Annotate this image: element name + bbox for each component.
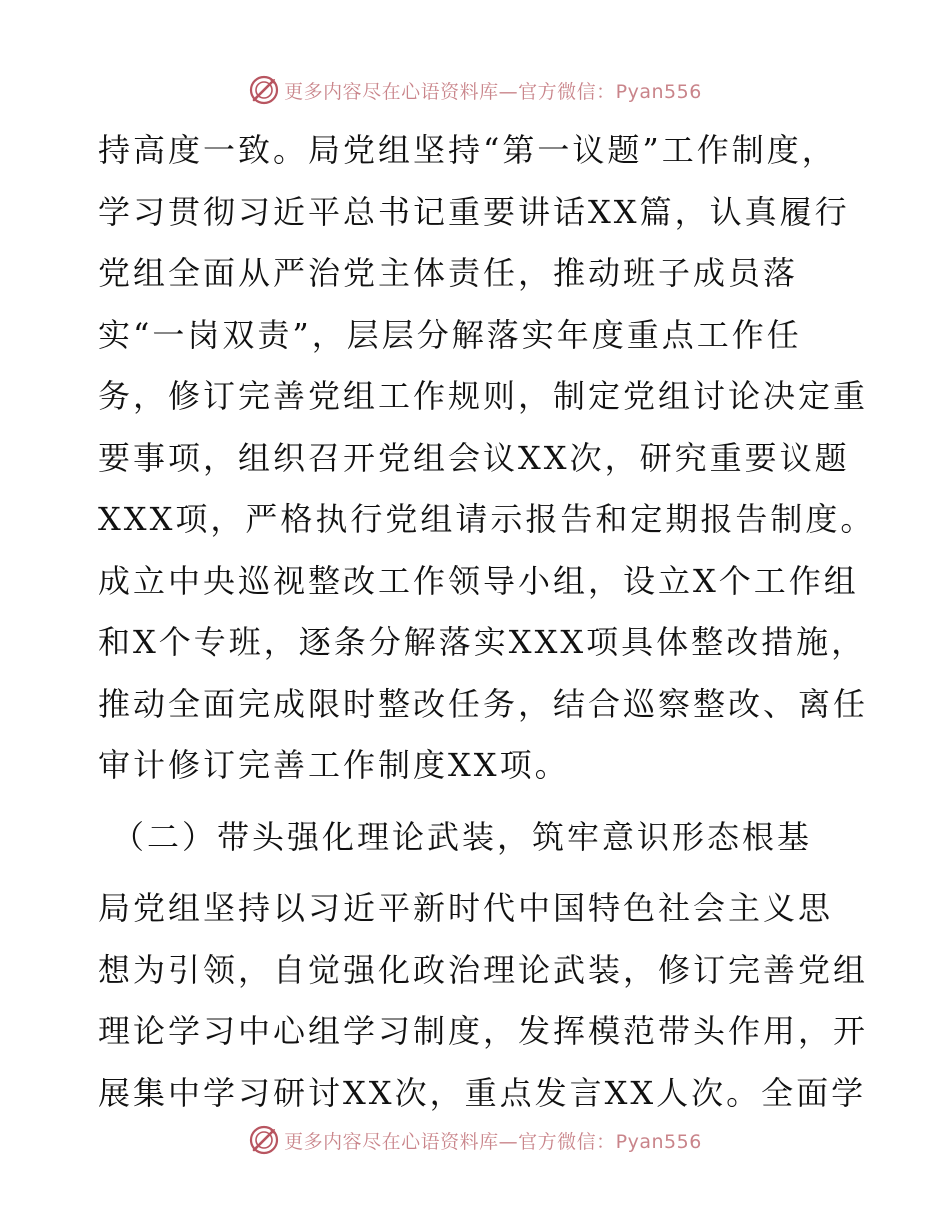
text-line: 党组全面从严治党主体责任，推动班子成员落	[98, 254, 799, 292]
brand-logo-icon	[248, 74, 280, 106]
text-line: 推动全面完成限时整改任务，结合巡察整改、离任	[98, 684, 869, 723]
watermark-text: 更多内容尽在心语资料库—官方微信：Pyan556	[284, 80, 702, 103]
text-line: 成立中央巡视整改工作领导小组，设立X个工作组	[98, 561, 859, 600]
text-line: 务，修订完善党组工作规则，制定党组讨论决定重	[98, 377, 869, 415]
brand-logo-icon	[248, 1124, 280, 1156]
document-body	[98, 120, 876, 1124]
text-line: 局党组坚持以习近平新时代中国特色社会主义思	[98, 889, 834, 927]
text-line: 持高度一致。局党组坚持“第一议题”工作制度，	[98, 131, 837, 169]
watermark-text: 更多内容尽在心语资料库—官方微信：Pyan556	[284, 1130, 702, 1153]
text-line: 想为引领，自觉强化政治理论武装，修订完善党组	[98, 950, 869, 989]
text-line: 和X个专班，逐条分解落实XXX项具体整改措施，	[98, 623, 867, 661]
text-line: 学习贯彻习近平总书记重要讲话XX篇，认真履行	[98, 192, 850, 231]
text-line: 理论学习中心组学习制度，发挥模范带头作用，开	[98, 1012, 869, 1050]
text-line: XXX项，严格执行党组请示报告和定期报告制度。	[98, 500, 876, 538]
text-line: 审计修订完善工作制度XX项。	[98, 746, 570, 784]
footer-watermark	[0, 1120, 950, 1160]
text-line: 展集中学习研讨XX次，重点发言XX人次。全面学	[98, 1073, 867, 1112]
section-heading: （二）带头强化理论武装，筑牢意识形态根基	[112, 817, 813, 856]
text-line: 要事项，组织召开党组会议XX次，研究重要议题	[98, 438, 850, 477]
header-watermark	[0, 70, 950, 110]
text-line: 实“一岗双责”，层层分解落实年度重点工作任	[98, 315, 802, 354]
